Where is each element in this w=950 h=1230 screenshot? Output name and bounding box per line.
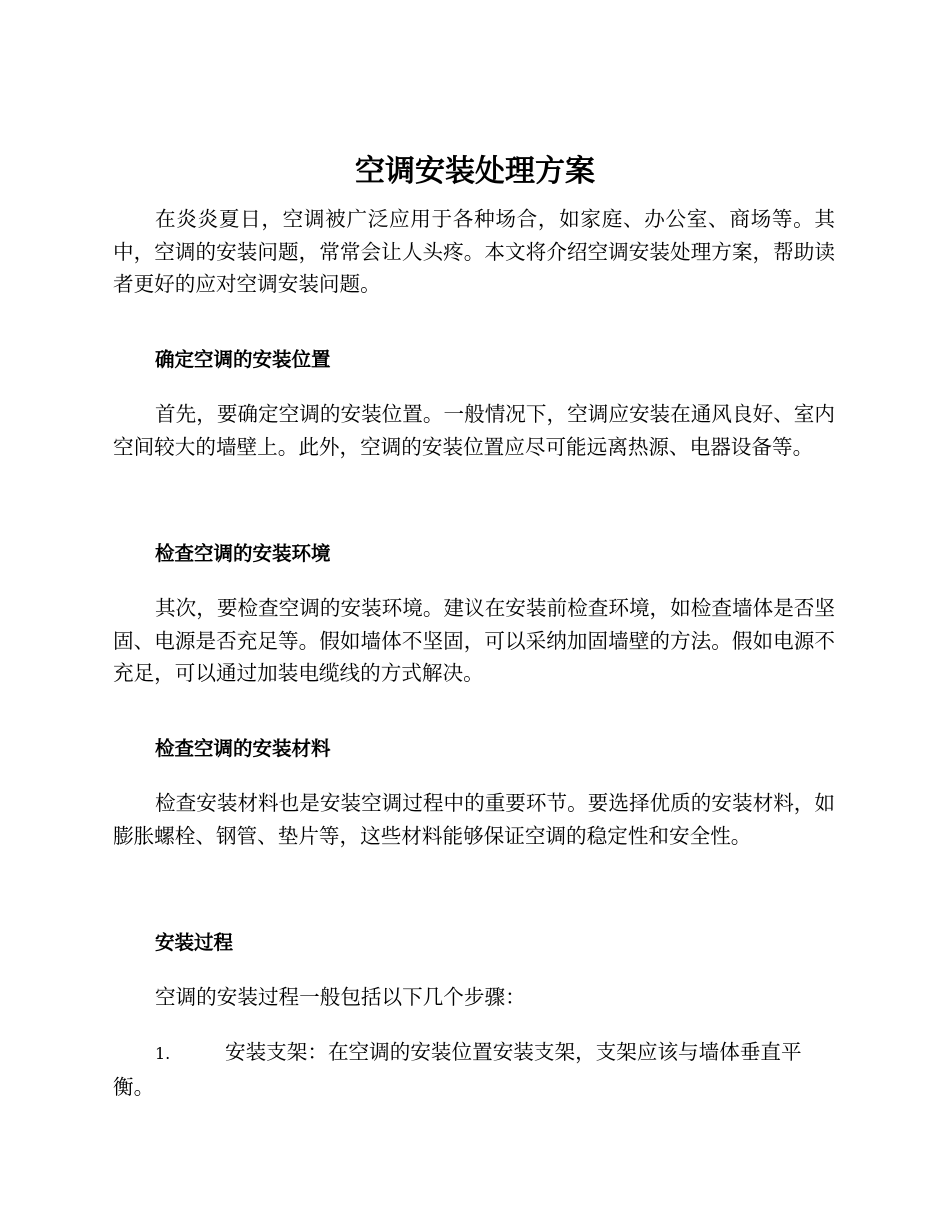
section-heading: 安装过程 — [155, 931, 234, 954]
document-title: 空调安装处理方案 — [355, 154, 595, 189]
section-paragraph: 检查安装材料也是安装空调过程中的重要环节。要选择优质的安装材料，如膨胀螺栓、钢管、垫片等，这些材料能够保证空调的稳定性和安全性。 — [113, 791, 835, 848]
section-heading: 检查空调的安装材料 — [155, 737, 331, 760]
list-item — [113, 1036, 835, 1103]
intro-paragraph: 在炎炎夏日，空调被广泛应用于各种场合，如家庭、办公室、商场等。其中，空调的安装问题，常常会让人头疼。本文将介绍空调安装处理方案，帮助读者更好的应对空调安装问题。 — [113, 207, 835, 296]
section-paragraph: 其次，要检查空调的安装环境。建议在安装前检查环境，如检查墙体是否坚固、电源是否充足等。假如墙体不坚固，可以采纳加固墙壁的方法。假如电源不充足，可以通过加装电缆线的方式解决。 — [113, 596, 835, 685]
section-heading: 检查空调的安装环境 — [155, 542, 331, 565]
section-heading: 确定空调的安装位置 — [155, 348, 331, 371]
section-paragraph: 首先，要确定空调的安装位置。一般情况下，空调应安装在通风良好、室内空间较大的墙壁上。此外，空调的安装位置应尽可能远离热源、电器设备等。 — [113, 402, 835, 459]
list-item-text: 安装支架：在空调的安装位置安装支架，支架应该与墙体垂直平衡。 — [113, 1040, 802, 1099]
section-paragraph: 空调的安装过程一般包括以下几个步骤： — [155, 985, 526, 1009]
list-item-number: 1. — [155, 1044, 171, 1063]
